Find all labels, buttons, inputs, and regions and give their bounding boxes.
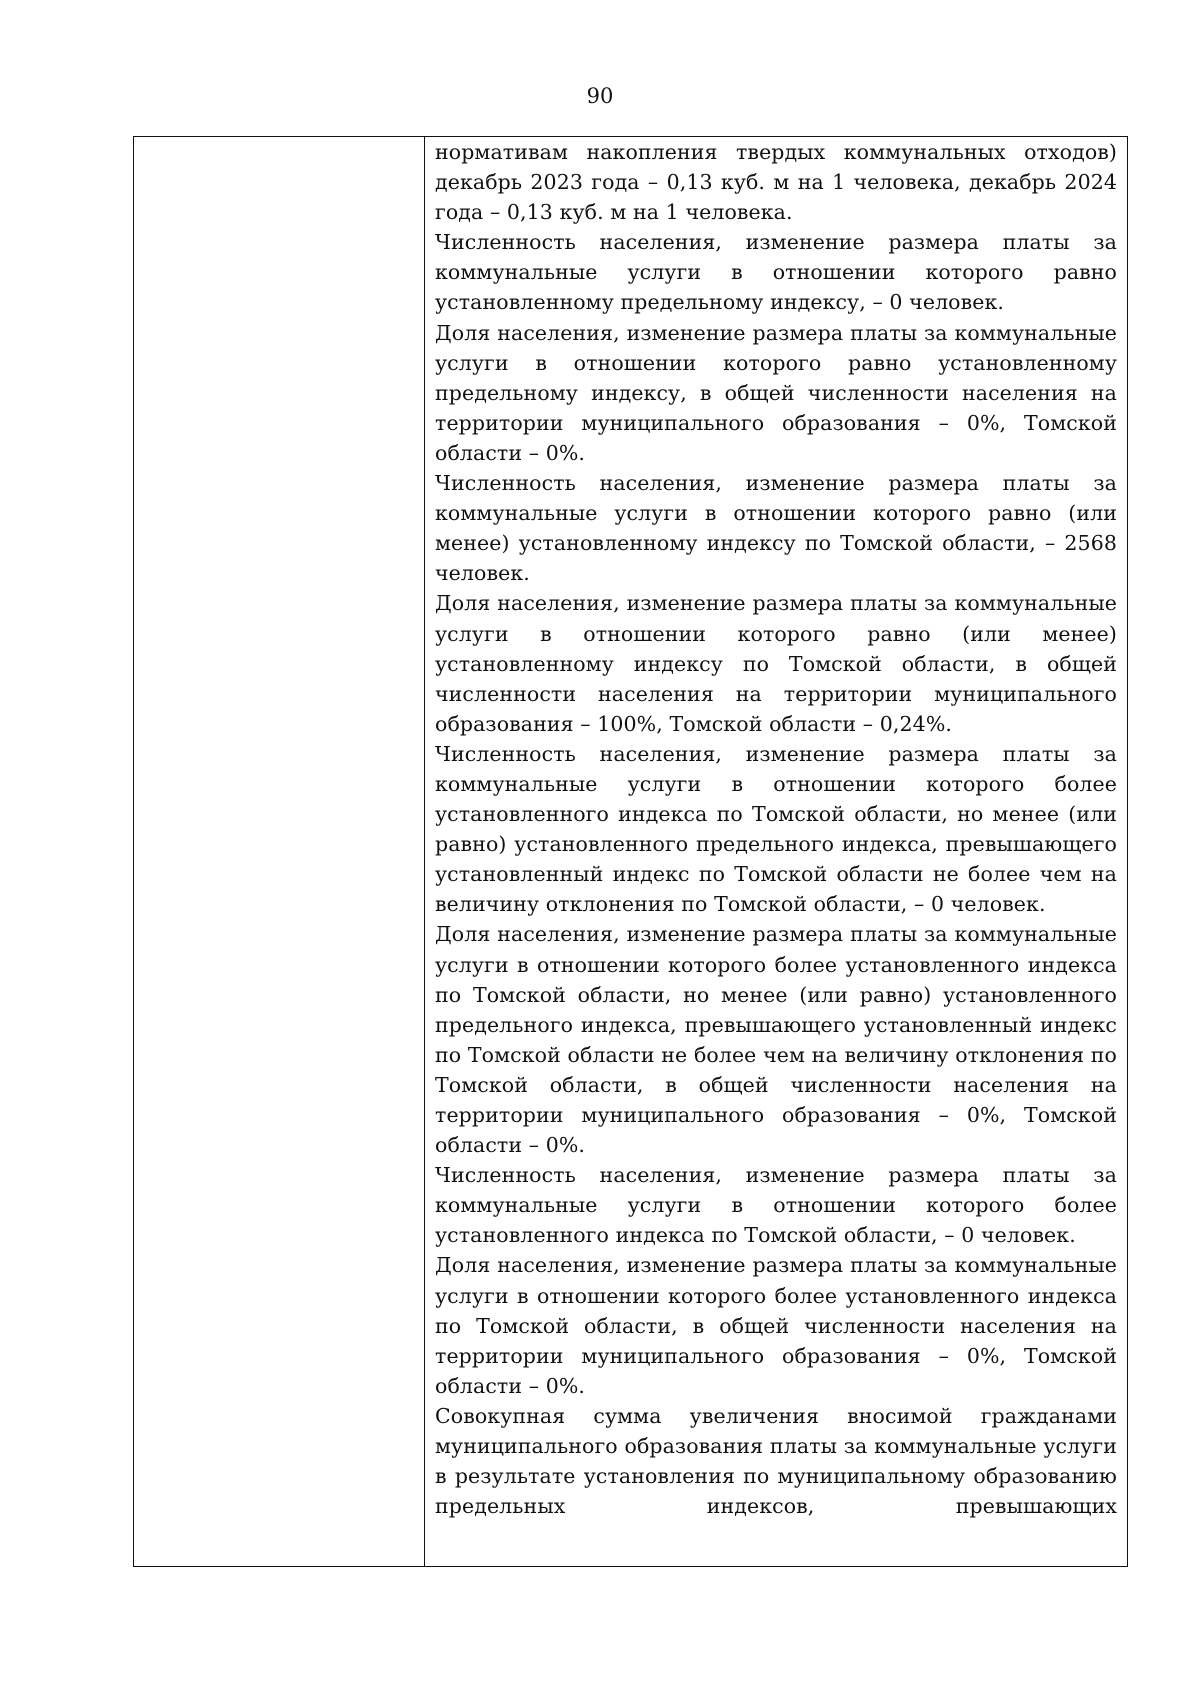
paragraph-share-above-index-within-deviation: Доля населения, изменение размера платы за коммунальные услуги в отношении которого более установленного индекса по Томской области, но менее (или равно) установленного предельного индекса, превышающего установленный индекс по Томской области не более чем на величину отклонения по Томской области, в общей численности населения на территории муниципального образования – 0%, Томской области – 0%.	[435, 922, 1117, 1158]
paragraph-population-above-index-within-deviation: Численность населения, изменение размера платы за коммунальные услуги в отношении которого более установленного индекса по Томской области, но менее (или равно) установленного предельного индекса, превышающего установленный индекс по Томской области не более чем на величину отклонения по Томской области, – 0 человек.	[435, 741, 1117, 917]
table-right-cell	[425, 137, 1127, 1566]
paragraph-share-equal-limit: Доля населения, изменение размера платы за коммунальные услуги в отношении которого равно установленному предельному индексу, в общей численности населения на территории муниципального образования – 0%, Томской области – 0%.	[435, 320, 1117, 465]
paragraph-population-above-index: Численность населения, изменение размера платы за коммунальные услуги в отношении которого более установленного индекса по Томской области, – 0 человек.	[435, 1163, 1117, 1248]
document-table	[133, 136, 1128, 1567]
table-left-cell	[134, 137, 425, 1566]
paragraph-population-equal-or-less-index: Численность населения, изменение размера платы за коммунальные услуги в отношении которого равно (или менее) установленному индексу по Томской области, – 2568 человек.	[435, 471, 1117, 586]
paragraph-waste-norms: нормативам накопления твердых коммунальных отходов) декабрь 2023 года – 0,13 куб. м на 1 человека, декабрь 2024 года – 0,13 куб. м на 1 человека.	[435, 140, 1117, 225]
paragraph-total-increase-sum: Совокупная сумма увеличения вносимой гражданами муниципального образования платы за коммунальные услуги в результате установления по муниципальному образованию предельных индексов, превышающих	[435, 1403, 1117, 1519]
paragraph-population-equal-limit: Численность населения, изменение размера платы за коммунальные услуги в отношении которого равно установленному предельному индексу, – 0 человек.	[435, 230, 1117, 315]
page-number: 90	[586, 84, 614, 108]
paragraph-share-above-index: Доля населения, изменение размера платы за коммунальные услуги в отношении которого более установленного индекса по Томской области, в общей численности населения на территории муниципального образования – 0%, Томской области – 0%.	[435, 1253, 1117, 1398]
paragraph-share-equal-or-less-index: Доля населения, изменение размера платы за коммунальные услуги в отношении которого равно (или менее) установленному индексу по Томской области, в общей численности населения на территории муниципального образования – 100%, Томской области – 0,24%.	[435, 591, 1117, 736]
